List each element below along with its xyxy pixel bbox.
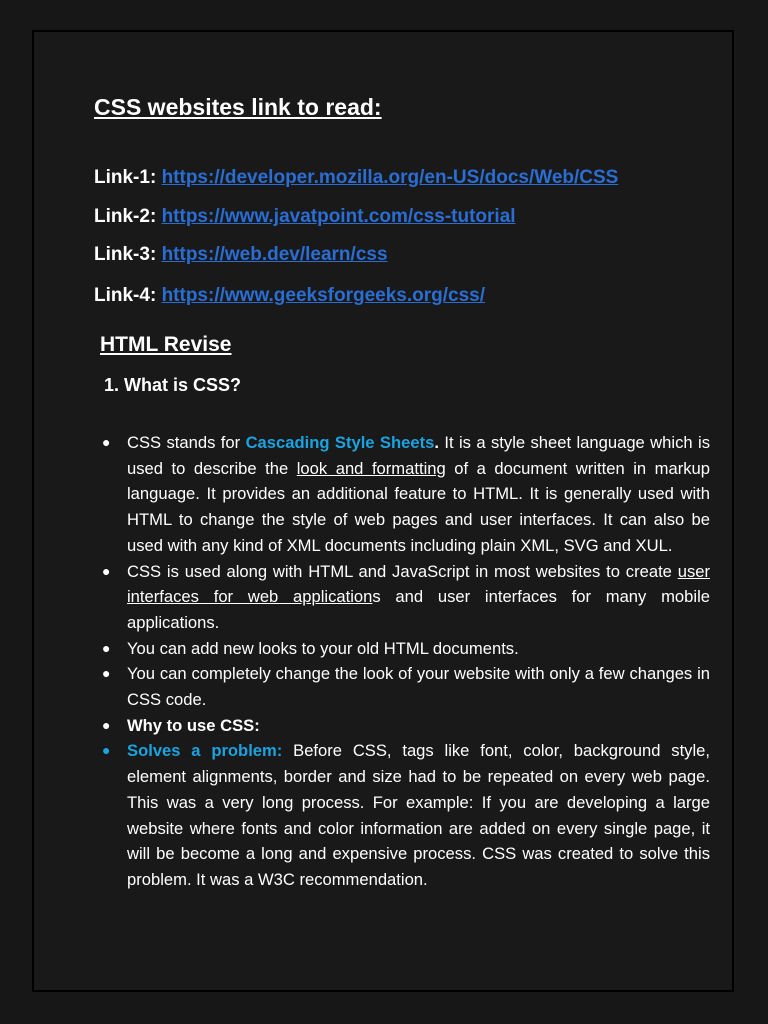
bullet3-text: You can add new looks to your old HTML documents. — [127, 638, 519, 658]
link-label-4: Link-4: — [94, 285, 162, 306]
bullet1-period: . — [434, 433, 439, 452]
link-url-3[interactable]: https://web.dev/learn/css — [161, 244, 388, 265]
list-item — [100, 636, 710, 662]
bullet1-highlight: Cascading Style Sheets — [245, 433, 435, 452]
bullet-icon: ● — [102, 434, 111, 450]
bullet-icon: ● — [102, 742, 111, 759]
links-section — [94, 90, 694, 306]
revise-title: HTML Revise — [100, 333, 232, 356]
bullet6-text: Before CSS, tags like font, color, background style, element alignments, border and size had to be repeated on every web page. This was a very long process. For example: If you are developing a large website where fonts and color information are added on every single page, it will be become a long and expensive process. CSS was created to solve this problem. It was a W3C recommendation. — [127, 741, 711, 889]
list-item — [100, 661, 710, 712]
link-row-4 — [94, 283, 485, 309]
bullet4-text: You can completely change the look of your website with only a few changes in CSS code. — [127, 664, 710, 710]
bullet2-underlined: user interfaces for web application — [127, 561, 710, 607]
list-item — [100, 713, 710, 739]
bullet-icon: ● — [102, 562, 111, 579]
link-url-2[interactable]: https://www.javatpoint.com/css-tutorial — [161, 206, 516, 227]
list-item — [100, 559, 710, 636]
bullet-icon: ● — [102, 639, 111, 656]
link-row-2 — [94, 204, 516, 230]
bullet-list — [100, 430, 710, 893]
bullet2-suffix: s and user interfaces for many mobile applications. — [127, 587, 710, 632]
link-label-2: Link-2: — [94, 206, 162, 227]
revise-section — [100, 330, 711, 889]
bullet6-highlight: Solves a problem: — [127, 741, 283, 761]
list-item — [100, 738, 710, 892]
bullet1-mid: It is a style sheet language which is used to describe the — [127, 433, 710, 478]
document-page — [32, 30, 734, 992]
bullet-icon: ● — [102, 665, 111, 682]
link-row-3 — [94, 242, 388, 268]
link-url-4[interactable]: https://www.geeksforgeeks.org/css/ — [161, 285, 486, 306]
links-heading: CSS websites link to read: — [94, 94, 382, 120]
bullet1-prefix: CSS stands for — [127, 433, 246, 452]
bullet1-suffix: of a document written in markup language. It provides an additional feature to HTML. It is generally used with HTML to change the style of web pages and user interfaces. It can also be used with any kind of XML documents including plain XML, SVG and XUL. — [127, 458, 710, 555]
bullet5-text: Why to use CSS: — [127, 715, 260, 735]
bullet1-underlined: look and formatting — [296, 458, 446, 478]
link-row-1 — [94, 165, 618, 191]
link-label-3: Link-3: — [94, 244, 162, 265]
bullet2-prefix: CSS is used along with HTML and JavaScript in most websites to create — [127, 561, 678, 581]
question-heading: 1. What is CSS? — [104, 375, 242, 395]
bullet-icon: ● — [102, 716, 111, 733]
link-label-1: Link-1: — [94, 167, 162, 188]
link-url-1[interactable]: https://developer.mozilla.org/en-US/docs/Web/CSS — [161, 167, 619, 188]
list-item — [100, 430, 710, 559]
